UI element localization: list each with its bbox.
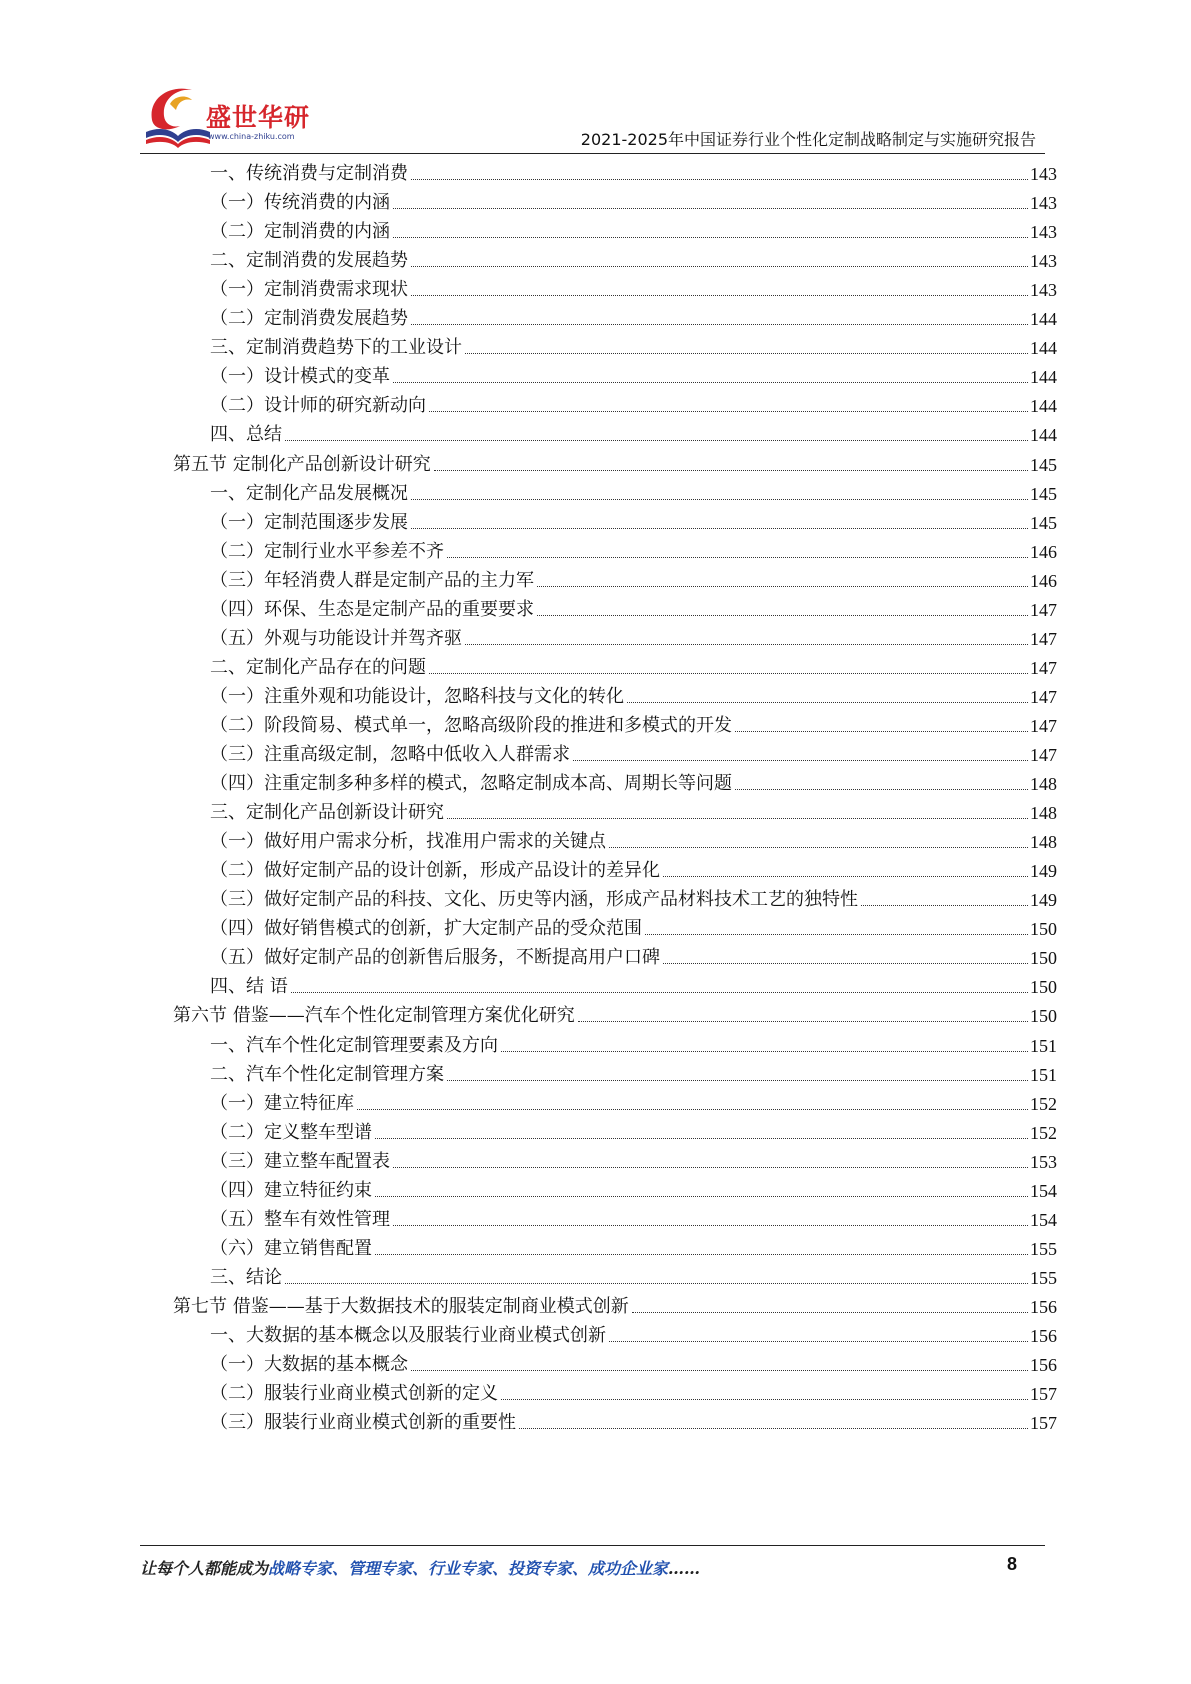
toc-entry-label: 第六节 借鉴——汽车个性化定制管理方案优化研究	[173, 1005, 575, 1027]
page-number: 8	[1006, 1554, 1017, 1574]
toc-entry-page: 150	[1030, 1006, 1057, 1027]
toc-entry[interactable]	[210, 1034, 1057, 1058]
toc-entry[interactable]	[210, 191, 1057, 215]
toc-entry[interactable]	[210, 278, 1057, 302]
toc-entry-label: （五）做好定制产品的创新售后服务，不断提高用户口碑	[210, 947, 660, 969]
toc-entry[interactable]	[210, 801, 1057, 825]
toc-dot-leader	[537, 586, 1028, 587]
toc-dot-leader	[411, 324, 1028, 325]
toc-entry[interactable]	[210, 1208, 1057, 1232]
footer-slogan	[140, 1556, 700, 1579]
toc-entry-label: （四）建立特征约束	[210, 1179, 372, 1201]
toc-entry-page: 147	[1030, 657, 1057, 678]
toc-dot-leader	[375, 1196, 1028, 1197]
toc-dot-leader	[627, 702, 1028, 703]
toc-entry-label: （三）注重高级定制，忽略中低收入人群需求	[210, 744, 570, 765]
toc-dot-leader	[537, 615, 1028, 616]
toc-entry-page: 144	[1030, 425, 1057, 446]
toc-entry[interactable]	[210, 394, 1057, 418]
toc-entry-label: （一）建立特征库	[210, 1092, 354, 1114]
toc-entry-page: 143	[1030, 251, 1057, 272]
toc-entry-page: 145	[1030, 512, 1057, 533]
toc-entry-page: 151	[1030, 1064, 1057, 1085]
toc-entry-page: 147	[1030, 686, 1057, 707]
toc-entry-page: 147	[1030, 628, 1057, 649]
footer-slogan-suffix: ……	[668, 1559, 701, 1578]
toc-entry-label: （一）设计模式的变革	[210, 366, 390, 388]
toc-entry-label: （二）定制消费发展趋势	[210, 308, 408, 330]
toc-entry-page: 144	[1030, 367, 1057, 388]
toc-entry-label: （一）注重外观和功能设计，忽略科技与文化的转化	[210, 685, 624, 707]
toc-dot-leader	[573, 760, 1028, 761]
toc-dot-leader	[861, 905, 1028, 906]
toc-entry-label: 四、总结	[210, 424, 282, 446]
toc-entry-page: 153	[1030, 1151, 1057, 1172]
toc-entry-label: 二、定制消费的发展趋势	[210, 250, 408, 272]
toc-entry-page: 156	[1030, 1355, 1057, 1376]
brand-logo	[140, 80, 320, 152]
toc-dot-leader	[578, 1021, 1028, 1022]
toc-dot-leader	[375, 1254, 1028, 1255]
toc-entry-label: 一、汽车个性化定制管理要素及方向	[210, 1034, 498, 1056]
toc-entry-page: 145	[1030, 483, 1057, 504]
toc-entry-label: 二、汽车个性化定制管理方案	[210, 1063, 444, 1085]
toc-dot-leader	[735, 731, 1028, 732]
toc-entry[interactable]	[210, 365, 1057, 389]
toc-entry[interactable]	[210, 1063, 1057, 1087]
toc-entry[interactable]	[210, 830, 1057, 854]
toc-dot-leader	[609, 847, 1028, 848]
toc-entry[interactable]	[210, 1150, 1057, 1174]
toc-dot-leader	[663, 963, 1028, 964]
toc-dot-leader	[411, 499, 1028, 500]
toc-entry[interactable]	[210, 336, 1057, 360]
toc-entry-label: （六）建立销售配置	[210, 1237, 372, 1259]
toc-dot-leader	[735, 789, 1028, 790]
document-title: 2021-2025年中国证券行业个性化定制战略制定与实施研究报告	[580, 130, 1036, 149]
toc-entry[interactable]	[210, 743, 1057, 767]
toc-entry-page: 148	[1030, 774, 1057, 795]
toc-entry-page: 156	[1030, 1296, 1057, 1317]
toc-dot-leader	[291, 992, 1028, 993]
toc-dot-leader	[645, 934, 1028, 935]
toc-dot-leader	[632, 1312, 1028, 1313]
toc-entry-label: （一）定制范围逐步发展	[210, 511, 408, 533]
toc-entry-label: （一）定制消费需求现状	[210, 279, 408, 301]
toc-dot-leader	[429, 673, 1028, 674]
toc-entry[interactable]	[210, 220, 1057, 244]
toc-dot-leader	[501, 1399, 1028, 1400]
toc-entry-label: （一）做好用户需求分析，找准用户需求的关键点	[210, 831, 606, 853]
toc-entry[interactable]	[210, 1092, 1057, 1116]
toc-dot-leader	[393, 1225, 1028, 1226]
toc-entry-page: 155	[1030, 1267, 1057, 1288]
toc-entry-page: 143	[1030, 164, 1057, 184]
toc-entry[interactable]	[210, 1411, 1057, 1435]
toc-entry[interactable]	[210, 627, 1057, 651]
toc-entry[interactable]	[210, 307, 1057, 331]
toc-entry-label: （四）注重定制多种多样的模式，忽略定制成本高、周期长等问题	[210, 773, 732, 795]
toc-entry-label: 一、大数据的基本概念以及服装行业商业模式创新	[210, 1325, 606, 1346]
toc-entry[interactable]	[210, 1179, 1057, 1203]
toc-entry[interactable]	[173, 1295, 1057, 1319]
toc-dot-leader	[411, 1370, 1028, 1371]
toc-dot-leader	[663, 876, 1028, 877]
toc-entry-page: 148	[1030, 803, 1057, 824]
toc-entry[interactable]	[210, 917, 1057, 941]
toc-entry-label: （二）设计师的研究新动向	[210, 395, 426, 417]
toc-entry[interactable]	[210, 946, 1057, 970]
toc-entry[interactable]	[210, 772, 1057, 796]
toc-entry-page: 155	[1030, 1238, 1057, 1259]
toc-entry-label: （三）年轻消费人群是定制产品的主力军	[210, 569, 534, 591]
toc-entry-page: 144	[1030, 309, 1057, 330]
footer-slogan-prefix: 让每个人都能成为	[140, 1559, 269, 1578]
toc-entry-page: 147	[1030, 599, 1057, 620]
toc-entry-page: 157	[1030, 1413, 1057, 1434]
toc-entry-page: 143	[1030, 280, 1057, 301]
toc-entry-label: 第七节 借鉴——基于大数据技术的服装定制商业模式创新	[173, 1295, 629, 1317]
toc-entry-page: 151	[1030, 1035, 1057, 1056]
toc-entry-label: （五）外观与功能设计并驾齐驱	[210, 627, 462, 649]
toc-entry-label: （二）服装行业商业模式创新的定义	[210, 1383, 498, 1405]
book-swoosh-logo-icon	[140, 80, 212, 150]
toc-entry-label: （二）阶段简易、模式单一，忽略高级阶段的推进和多模式的开发	[210, 714, 732, 736]
toc-entry[interactable]	[210, 685, 1057, 709]
toc-entry-page: 152	[1030, 1093, 1057, 1114]
toc-entry-page: 144	[1030, 338, 1057, 359]
toc-entry[interactable]	[210, 1382, 1057, 1406]
toc-dot-leader	[375, 1138, 1028, 1139]
brand-url: www.china-zhiku.com	[208, 132, 295, 141]
toc-entry-page: 152	[1030, 1122, 1057, 1143]
toc-entry-label: 三、定制消费趋势下的工业设计	[210, 337, 462, 359]
toc-entry-page: 149	[1030, 861, 1057, 882]
toc-entry-label: （二）做好定制产品的设计创新，形成产品设计的差异化	[210, 860, 660, 882]
toc-entry[interactable]	[210, 423, 1057, 447]
toc-entry-label: 二、定制化产品存在的问题	[210, 656, 426, 678]
toc-entry-page: 144	[1030, 396, 1057, 417]
toc-entry[interactable]	[210, 249, 1057, 273]
toc-entry-label: 三、结论	[210, 1266, 282, 1288]
toc-entry-label: 一、传统消费与定制消费	[210, 163, 408, 184]
footer-slogan-highlight: 战略专家、管理专家、行业专家、投资专家、成功企业家	[268, 1559, 669, 1578]
toc-entry[interactable]	[173, 453, 1057, 477]
toc-entry-label: （一）大数据的基本概念	[210, 1354, 408, 1376]
toc-entry-label: （四）做好销售模式的创新，扩大定制产品的受众范围	[210, 918, 642, 940]
toc-entry[interactable]	[210, 598, 1057, 622]
toc-entry-page: 146	[1030, 541, 1057, 562]
toc-dot-leader	[434, 470, 1028, 471]
toc-entry[interactable]	[210, 888, 1057, 912]
toc-entry-page: 154	[1030, 1180, 1057, 1201]
toc-entry-page: 148	[1030, 832, 1057, 853]
toc-dot-leader	[393, 1167, 1028, 1168]
toc-dot-leader	[447, 1080, 1028, 1081]
toc-entry[interactable]	[210, 511, 1057, 535]
toc-entry-page: 150	[1030, 919, 1057, 940]
brand-name: 盛世华研	[206, 103, 311, 132]
toc-entry-label: （三）做好定制产品的科技、文化、历史等内涵，形成产品材料技术工艺的独特性	[210, 889, 858, 911]
toc-entry[interactable]	[210, 540, 1057, 564]
toc-entry-label: （一）传统消费的内涵	[210, 192, 390, 214]
toc-entry[interactable]	[210, 162, 1057, 186]
toc-dot-leader	[519, 1428, 1028, 1429]
toc-dot-leader	[285, 440, 1028, 441]
toc-entry-page: 147	[1030, 745, 1057, 765]
toc-entry[interactable]	[210, 1324, 1057, 1348]
header-divider	[140, 153, 1045, 154]
toc-entry-page: 147	[1030, 715, 1057, 736]
toc-entry-label: 四、结 语	[210, 976, 288, 998]
toc-dot-leader	[465, 644, 1028, 645]
toc-entry[interactable]	[210, 569, 1057, 593]
toc-dot-leader	[429, 411, 1028, 412]
toc-dot-leader	[447, 557, 1028, 558]
toc-entry[interactable]	[210, 656, 1057, 680]
toc-entry-label: （三）服装行业商业模式创新的重要性	[210, 1412, 516, 1434]
toc-entry-page: 150	[1030, 977, 1057, 998]
toc-dot-leader	[411, 528, 1028, 529]
toc-entry-label: 三、定制化产品创新设计研究	[210, 802, 444, 824]
toc-dot-leader	[357, 1109, 1028, 1110]
toc-entry-label: （二）定制消费的内涵	[210, 221, 390, 243]
toc-entry-label: （五）整车有效性管理	[210, 1208, 390, 1230]
toc-entry-page: 143	[1030, 222, 1057, 243]
toc-dot-leader	[411, 266, 1028, 267]
toc-entry[interactable]	[210, 1237, 1057, 1261]
toc-entry[interactable]	[210, 1266, 1057, 1290]
toc-dot-leader	[285, 1283, 1028, 1284]
toc-entry-page: 154	[1030, 1209, 1057, 1230]
toc-dot-leader	[501, 1051, 1028, 1052]
toc-entry-label: 一、定制化产品发展概况	[210, 482, 408, 504]
toc-entry[interactable]	[210, 714, 1057, 738]
page-header	[0, 0, 1191, 160]
toc-dot-leader	[393, 237, 1028, 238]
toc-entry-label: （三）建立整车配置表	[210, 1150, 390, 1172]
toc-entry[interactable]	[210, 482, 1057, 506]
toc-entry-page: 157	[1030, 1384, 1057, 1405]
toc-entry-page: 143	[1030, 193, 1057, 214]
toc-entry-page: 145	[1030, 454, 1057, 475]
footer-divider	[140, 1545, 1045, 1546]
toc-dot-leader	[411, 295, 1028, 296]
toc-entry-label: （四）环保、生态是定制产品的重要要求	[210, 598, 534, 620]
toc-entry-label: （二）定义整车型谱	[210, 1121, 372, 1143]
toc-entry[interactable]	[210, 859, 1057, 883]
toc-entry[interactable]	[210, 1353, 1057, 1377]
toc-dot-leader	[609, 1341, 1028, 1342]
toc-entry[interactable]	[173, 1004, 1057, 1028]
toc-dot-leader	[393, 208, 1028, 209]
toc-dot-leader	[393, 382, 1028, 383]
toc-entry-label: （二）定制行业水平参差不齐	[210, 540, 444, 562]
toc-entry[interactable]	[210, 975, 1057, 999]
toc-entry-page: 149	[1030, 890, 1057, 911]
toc-entry-page: 146	[1030, 570, 1057, 591]
toc-entry-page: 156	[1030, 1326, 1057, 1346]
toc-entry[interactable]	[210, 1121, 1057, 1145]
toc-dot-leader	[411, 179, 1028, 180]
toc-entry-page: 150	[1030, 948, 1057, 969]
toc-entry-label: 第五节 定制化产品创新设计研究	[173, 453, 431, 475]
toc-dot-leader	[447, 818, 1028, 819]
toc-dot-leader	[465, 353, 1028, 354]
